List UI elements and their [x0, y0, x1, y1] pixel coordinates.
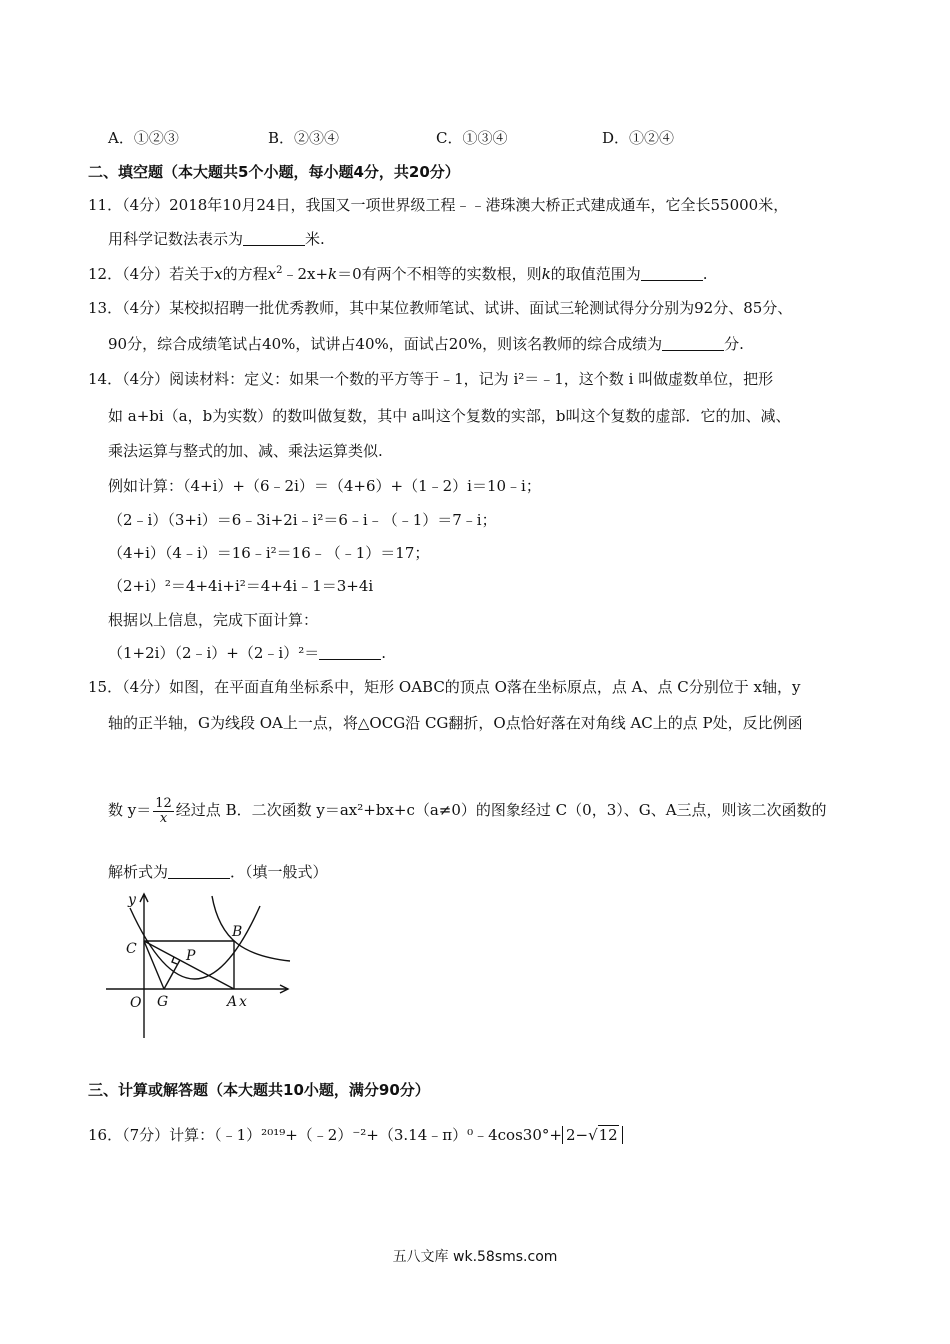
option-b: B．②③④ [268, 129, 340, 147]
q11-answer-blank [243, 231, 305, 246]
label-b: B [232, 924, 243, 940]
q12-mid: 的方程 [222, 265, 268, 283]
page-footer: 五八文库 wk.58sms.com [392, 1249, 558, 1265]
q16-sqrt-radicand: 12 [598, 1126, 618, 1144]
q14-example-1: 例如计算：（4+i）+（6﹣2i）＝（4+6）+（1﹣2）i＝10﹣i； [108, 477, 541, 495]
q13-text: 90分，综合成绩笔试占40%，试讲占40%，面试占20%，则该名教师的综合成绩为 [108, 335, 663, 353]
q14-example-3: （4+i）（4﹣i）＝16﹣i²＝16﹣（﹣1）＝17； [108, 544, 430, 562]
option-d: D．①②④ [602, 129, 675, 147]
hyperbola [212, 896, 290, 961]
label-y: y [128, 892, 136, 908]
q11-text: 用科学记数法表示为 [108, 230, 244, 248]
q12-prefix: 12．（4分）若关于 [88, 265, 215, 283]
q15-note: ．（填一般式） [230, 863, 328, 881]
q12-eq-rest: ﹣2x+ [282, 265, 329, 283]
q13-answer-blank [662, 336, 724, 351]
label-g: G [157, 994, 169, 1010]
q14-example-4: （2+i）²＝4+4i+i²＝4+4i﹣1＝3+4i [108, 577, 374, 595]
q12-eq-k: k [328, 265, 338, 283]
q12-end: . [702, 265, 708, 283]
q15-text-b: 经过点 B．二次函数 y＝ax²+bx+c（a≠0）的图象经过 C（0，3）、G、A三点，则该二次函数的 [175, 801, 827, 819]
q16-text: 16．（7分）计算：（﹣1）²⁰¹⁹+（﹣2）⁻²+（3.14﹣π）⁰﹣4cos30°+ [88, 1126, 562, 1144]
q15-line2: 轴的正半轴，G为线段 OA上一点，将△OCG沿 CG翻折，O点恰好落在对角线 AC上的点 P处，反比例函 [108, 714, 803, 732]
option-c: C．①③④ [436, 129, 508, 147]
q12-line: 12．（4分）若关于x的方程$x^2﹣2x+k=0$有两个不相等的实数根，则k的取值范围为 . [88, 265, 708, 283]
q14-task: （1+2i）（2﹣i）+（2﹣i）²＝ . [108, 644, 386, 662]
section-2-title: 二、填空题（本大题共5个小题，每小题4分，共20分） [88, 163, 460, 181]
fraction-denominator: x [159, 810, 168, 826]
label-x: x [239, 994, 247, 1010]
q10-options [108, 128, 674, 148]
q12-var-k: k [541, 265, 551, 283]
option-a: A．①②③ [108, 129, 179, 147]
q12-eq-end: ＝0有两个不相等的实数根，则 [337, 265, 542, 283]
q15-figure [100, 886, 300, 1046]
label-o: O [130, 995, 142, 1011]
q16-line [88, 1125, 623, 1145]
q11-line1: 11．（4分）2018年10月24日，我国又一项世界级工程﹣﹣港珠澳大桥正式建成通车，它全长55000米， [88, 196, 789, 214]
label-c: C [126, 941, 137, 957]
fraction-numerator: 12 [155, 795, 172, 811]
q13-line2 [108, 334, 744, 354]
q14-example-2: （2﹣i）（3+i）＝6﹣3i+2i﹣i²＝6﹣i﹣（﹣1）＝7﹣i； [108, 511, 497, 529]
q16-abs-prefix: 2− [565, 1126, 589, 1144]
q15-text-a: 数 y＝ [108, 801, 152, 819]
q15-fraction [153, 797, 174, 826]
q12-eq-x: x [267, 265, 277, 283]
segment-cg [144, 941, 164, 989]
q15-line4 [108, 862, 328, 882]
q14-answer-blank [319, 645, 381, 660]
q11-line2 [108, 229, 325, 249]
q13-line1: 13．（4分）某校拟招聘一批优秀教师，其中某位教师笔试、试讲、面试三轮测试得分分别为92分、85分、 [88, 299, 793, 317]
q12-suffix: 的取值范围为 [550, 265, 641, 283]
q15-answer-blank [168, 864, 230, 879]
q11-unit: 米. [305, 230, 325, 248]
q15-line3 [108, 793, 827, 827]
q14-line3: 乘法运算与整式的加、减、乘法运算类似. [108, 442, 383, 460]
section-3-title: 三、计算或解答题（本大题共10小题，满分90分） [88, 1081, 430, 1099]
q12-answer-blank [641, 266, 703, 281]
q14-info: 根据以上信息，完成下面计算： [108, 611, 319, 629]
q16-absolute-value: 2−√12 [562, 1126, 623, 1144]
q12-var-x: x [214, 265, 223, 283]
label-a: A [227, 994, 238, 1010]
q15-line1: 15．（4分）如图，在平面直角坐标系中，矩形 OABC的顶点 O落在坐标原点，点 A、点 C分别位于 x轴，y [88, 678, 801, 696]
q13-unit: 分. [724, 335, 744, 353]
q14-line2: 如 a+bi（a，b为实数）的数叫做复数，其中 a叫这个复数的实部，b叫这个复数的虚部．它的加、减、 [108, 407, 791, 425]
label-p: P [186, 948, 196, 964]
q14-task-text: （1+2i）（2﹣i）+（2﹣i）²＝ [108, 644, 320, 662]
q15-text: 解析式为 [108, 863, 169, 881]
q14-line1: 14．（4分）阅读材料：定义：如果一个数的平方等于﹣1，记为 i²＝﹣1，这个数 i 叫做虚数单位，把形 [88, 370, 774, 388]
